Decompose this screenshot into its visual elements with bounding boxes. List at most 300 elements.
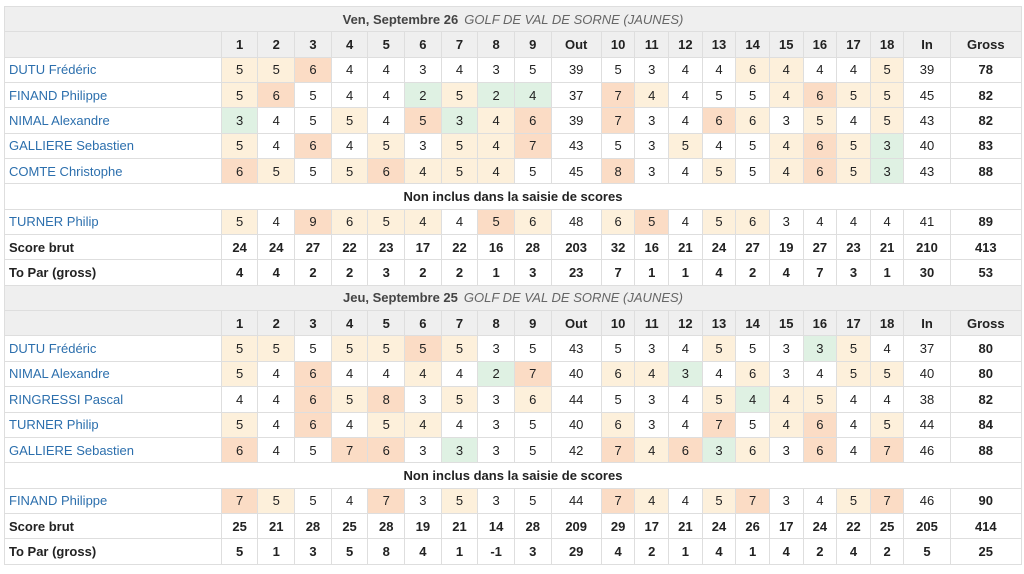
total-cell: 1 <box>441 539 478 564</box>
total-cell: 25 <box>950 539 1021 564</box>
player-row <box>5 488 1022 513</box>
total-cell: 21 <box>870 235 904 260</box>
total-cell: 3 <box>514 260 551 285</box>
total-cell: 19 <box>769 235 803 260</box>
score-cell: 88 <box>950 159 1021 184</box>
total-cell: 1 <box>669 260 703 285</box>
score-cell: 40 <box>904 133 950 158</box>
score-cell: 48 <box>551 209 601 234</box>
score-cell: 6 <box>803 437 837 462</box>
score-cell: 3 <box>405 437 442 462</box>
score-cell: 6 <box>736 209 770 234</box>
total-cell: 30 <box>904 260 950 285</box>
score-cell: 4 <box>368 361 405 386</box>
player-name-link[interactable]: NIMAL Alexandre <box>9 113 110 129</box>
total-cell: 24 <box>702 513 736 538</box>
total-cell: 21 <box>258 513 295 538</box>
score-cell: 5 <box>837 336 871 361</box>
total-cell: 17 <box>769 513 803 538</box>
total-cell: 24 <box>221 235 258 260</box>
total-cell: 4 <box>702 260 736 285</box>
score-cell: 6 <box>368 159 405 184</box>
score-cell: 4 <box>331 488 368 513</box>
hole-header: 18 <box>870 311 904 336</box>
total-cell: 29 <box>551 539 601 564</box>
excluded-note-row <box>5 463 1022 488</box>
total-cell: 3 <box>295 539 332 564</box>
score-cell: 5 <box>258 159 295 184</box>
score-cell: 3 <box>405 387 442 412</box>
score-cell: 5 <box>837 133 871 158</box>
player-name-link[interactable]: FINAND Philippe <box>9 87 108 103</box>
score-cell: 4 <box>514 83 551 108</box>
score-cell: 4 <box>478 108 515 133</box>
course-name: GOLF DE VAL DE SORNE (JAUNES) <box>463 290 684 306</box>
score-cell: 6 <box>221 159 258 184</box>
score-cell: 5 <box>441 387 478 412</box>
score-cell: 4 <box>441 209 478 234</box>
score-cell: 4 <box>221 387 258 412</box>
total-cell: 1 <box>736 539 770 564</box>
score-cell: 4 <box>331 361 368 386</box>
total-cell: 14 <box>478 513 515 538</box>
score-cell: 5 <box>870 83 904 108</box>
score-cell: 5 <box>514 412 551 437</box>
total-cell: 1 <box>870 260 904 285</box>
score-cell: 5 <box>514 159 551 184</box>
total-cell: 16 <box>635 235 669 260</box>
hole-header: 13 <box>702 32 736 57</box>
player-name-link[interactable]: TURNER Philip <box>9 214 99 230</box>
hole-header: Gross <box>950 32 1021 57</box>
score-cell: 5 <box>702 209 736 234</box>
score-cell: 43 <box>904 108 950 133</box>
score-cell: 4 <box>405 209 442 234</box>
score-cell: 5 <box>736 83 770 108</box>
score-cell: 82 <box>950 108 1021 133</box>
player-name-cell <box>5 387 222 412</box>
score-cell: 3 <box>635 57 669 82</box>
player-row <box>5 83 1022 108</box>
score-cell: 5 <box>736 412 770 437</box>
score-cell: 44 <box>904 412 950 437</box>
hole-header: In <box>904 32 950 57</box>
total-cell: 24 <box>258 235 295 260</box>
to-par-row <box>5 260 1022 285</box>
score-cell: 4 <box>258 209 295 234</box>
player-name-link[interactable]: TURNER Philip <box>9 417 99 433</box>
score-cell: 5 <box>258 488 295 513</box>
score-cell: 40 <box>551 412 601 437</box>
score-cell: 39 <box>904 57 950 82</box>
score-cell: 3 <box>635 412 669 437</box>
score-cell: 3 <box>405 133 442 158</box>
score-cell: 2 <box>478 361 515 386</box>
hole-header: 1 <box>221 311 258 336</box>
player-row <box>5 361 1022 386</box>
score-cell: 46 <box>904 437 950 462</box>
score-cell: 4 <box>669 412 703 437</box>
score-cell: 3 <box>478 437 515 462</box>
total-cell: 28 <box>514 235 551 260</box>
score-cell: 5 <box>331 159 368 184</box>
hole-header: In <box>904 311 950 336</box>
score-cell: 5 <box>870 57 904 82</box>
score-cell: 5 <box>295 488 332 513</box>
player-name-link[interactable]: DUTU Frédéric <box>9 341 97 357</box>
total-cell: 3 <box>837 260 871 285</box>
total-cell: 27 <box>803 235 837 260</box>
score-cell: 5 <box>441 488 478 513</box>
score-cell: 7 <box>601 437 635 462</box>
hole-header: 7 <box>441 32 478 57</box>
score-cell: 6 <box>295 133 332 158</box>
hole-number-row <box>5 32 1022 57</box>
hole-header: 10 <box>601 311 635 336</box>
player-name-cell <box>5 412 222 437</box>
score-cell: 4 <box>478 133 515 158</box>
score-cell: 4 <box>702 361 736 386</box>
hole-header: 8 <box>478 311 515 336</box>
round-date: Ven, Septembre 26 <box>342 11 459 27</box>
total-cell: 21 <box>669 235 703 260</box>
score-cell: 4 <box>441 412 478 437</box>
hole-header: 8 <box>478 32 515 57</box>
total-cell: 25 <box>221 513 258 538</box>
total-cell: 27 <box>736 235 770 260</box>
player-name-link[interactable]: GALLIERE Sebastien <box>9 138 135 154</box>
score-cell: 5 <box>702 387 736 412</box>
score-cell: 5 <box>441 83 478 108</box>
score-cell: 7 <box>870 437 904 462</box>
total-cell: 28 <box>514 513 551 538</box>
score-cell: 5 <box>221 209 258 234</box>
total-cell: 205 <box>904 513 950 538</box>
score-cell: 44 <box>551 488 601 513</box>
score-cell: 4 <box>669 57 703 82</box>
score-cell: 6 <box>514 209 551 234</box>
total-cell: 53 <box>950 260 1021 285</box>
score-cell: 6 <box>803 412 837 437</box>
score-cell: 5 <box>601 133 635 158</box>
score-cell: 4 <box>331 83 368 108</box>
score-cell: 45 <box>904 83 950 108</box>
score-cell: 5 <box>736 133 770 158</box>
score-cell: 5 <box>368 412 405 437</box>
blank-cell <box>5 32 222 57</box>
total-cell: 17 <box>405 235 442 260</box>
score-cell: 4 <box>635 361 669 386</box>
total-cell: 2 <box>405 260 442 285</box>
score-cell: 4 <box>331 133 368 158</box>
blank-cell <box>5 311 222 336</box>
player-row <box>5 387 1022 412</box>
score-cell: 4 <box>803 488 837 513</box>
score-cell: 4 <box>769 57 803 82</box>
player-name-link[interactable]: COMTE Christophe <box>9 163 123 179</box>
score-cell: 42 <box>551 437 601 462</box>
score-cell: 4 <box>669 387 703 412</box>
hole-header: 15 <box>769 311 803 336</box>
score-cell: 6 <box>736 108 770 133</box>
total-cell: 4 <box>702 539 736 564</box>
score-cell: 4 <box>405 412 442 437</box>
score-cell: 4 <box>870 209 904 234</box>
total-cell: 7 <box>803 260 837 285</box>
score-cell: 3 <box>870 133 904 158</box>
score-cell: 45 <box>551 159 601 184</box>
hole-header: 17 <box>837 311 871 336</box>
score-cell: 2 <box>405 83 442 108</box>
score-cell: 43 <box>551 336 601 361</box>
score-cell: 3 <box>870 159 904 184</box>
total-cell: 210 <box>904 235 950 260</box>
score-cell: 6 <box>331 209 368 234</box>
total-cell: 7 <box>601 260 635 285</box>
score-cell: 82 <box>950 387 1021 412</box>
total-cell: 414 <box>950 513 1021 538</box>
player-name-cell <box>5 209 222 234</box>
score-cell: 4 <box>405 159 442 184</box>
course-name: GOLF DE VAL DE SORNE (JAUNES) <box>464 11 684 27</box>
score-cell: 6 <box>514 387 551 412</box>
score-cell: 5 <box>635 209 669 234</box>
round-title <box>5 7 1022 32</box>
hole-header: 2 <box>258 311 295 336</box>
score-cell: 5 <box>221 336 258 361</box>
hole-header: 5 <box>368 311 405 336</box>
score-cell: 3 <box>441 108 478 133</box>
player-name-link[interactable]: NIMAL Alexandre <box>9 366 110 382</box>
score-cell: 8 <box>601 159 635 184</box>
score-cell: 6 <box>221 437 258 462</box>
player-name-cell <box>5 159 222 184</box>
hole-header: 15 <box>769 32 803 57</box>
player-name-link[interactable]: GALLIERE Sebastien <box>9 442 135 458</box>
score-cell: 4 <box>803 361 837 386</box>
score-cell: 3 <box>478 488 515 513</box>
total-cell: 2 <box>736 260 770 285</box>
score-cell: 5 <box>870 108 904 133</box>
total-cell: 23 <box>837 235 871 260</box>
hole-header: 16 <box>803 311 837 336</box>
score-cell: 6 <box>295 361 332 386</box>
score-cell: 7 <box>702 412 736 437</box>
score-cell: 6 <box>601 412 635 437</box>
score-cell: 3 <box>769 488 803 513</box>
excluded-note: Non inclus dans la saisie de scores <box>5 184 1022 209</box>
score-cell: 5 <box>221 57 258 82</box>
total-cell: 19 <box>405 513 442 538</box>
round-header <box>5 285 1022 310</box>
score-cell: 3 <box>635 387 669 412</box>
score-cell: 90 <box>950 488 1021 513</box>
total-cell: 209 <box>551 513 601 538</box>
score-cell: 37 <box>904 336 950 361</box>
hole-header: 7 <box>441 311 478 336</box>
score-cell: 5 <box>837 159 871 184</box>
score-cell: 7 <box>736 488 770 513</box>
score-brut-row <box>5 235 1022 260</box>
hole-header: Out <box>551 311 601 336</box>
score-cell: 4 <box>769 387 803 412</box>
score-cell: 5 <box>258 336 295 361</box>
score-cell: 4 <box>258 387 295 412</box>
score-cell: 3 <box>635 336 669 361</box>
hole-header: 18 <box>870 32 904 57</box>
total-cell: 27 <box>295 235 332 260</box>
score-cell: 6 <box>295 412 332 437</box>
score-cell: 5 <box>702 336 736 361</box>
total-cell: -1 <box>478 539 515 564</box>
score-cell: 4 <box>669 83 703 108</box>
score-cell: 4 <box>837 437 871 462</box>
player-name-link[interactable]: RINGRESSI Pascal <box>9 391 124 407</box>
score-cell: 5 <box>870 361 904 386</box>
score-cell: 4 <box>803 57 837 82</box>
score-cell: 4 <box>702 133 736 158</box>
score-cell: 5 <box>331 387 368 412</box>
hole-header: 9 <box>514 32 551 57</box>
score-cell: 4 <box>441 57 478 82</box>
hole-header: 6 <box>405 311 442 336</box>
score-cell: 4 <box>837 209 871 234</box>
score-cell: 4 <box>837 57 871 82</box>
player-name-cell <box>5 437 222 462</box>
score-cell: 6 <box>736 437 770 462</box>
player-name-link[interactable]: DUTU Frédéric <box>9 62 97 78</box>
score-cell: 4 <box>870 336 904 361</box>
score-cell: 4 <box>331 412 368 437</box>
total-cell: 21 <box>441 513 478 538</box>
score-cell: 7 <box>870 488 904 513</box>
hole-header: 3 <box>295 32 332 57</box>
score-cell: 6 <box>368 437 405 462</box>
total-cell: 28 <box>368 513 405 538</box>
score-cell: 4 <box>769 83 803 108</box>
score-cell: 37 <box>551 83 601 108</box>
score-cell: 4 <box>258 412 295 437</box>
total-cell: 22 <box>331 235 368 260</box>
score-cell: 7 <box>601 108 635 133</box>
total-cell: 1 <box>669 539 703 564</box>
score-cell: 4 <box>635 83 669 108</box>
total-cell: 22 <box>837 513 871 538</box>
score-cell: 6 <box>601 361 635 386</box>
hole-number-row <box>5 311 1022 336</box>
score-cell: 5 <box>601 57 635 82</box>
score-cell: 5 <box>478 209 515 234</box>
score-cell: 6 <box>601 209 635 234</box>
score-cell: 40 <box>904 361 950 386</box>
hole-header: 12 <box>669 32 703 57</box>
total-cell: 203 <box>551 235 601 260</box>
score-cell: 78 <box>950 57 1021 82</box>
score-cell: 3 <box>769 437 803 462</box>
score-cell: 4 <box>736 387 770 412</box>
total-cell: 3 <box>514 539 551 564</box>
total-cell: 1 <box>258 539 295 564</box>
hole-header: 16 <box>803 32 837 57</box>
player-row <box>5 209 1022 234</box>
hole-header: Out <box>551 32 601 57</box>
total-cell: 1 <box>478 260 515 285</box>
total-cell: 4 <box>769 260 803 285</box>
score-cell: 4 <box>368 83 405 108</box>
score-cell: 4 <box>635 437 669 462</box>
score-cell: 4 <box>769 133 803 158</box>
score-cell: 39 <box>551 57 601 82</box>
total-cell: 5 <box>331 539 368 564</box>
total-cell: 2 <box>441 260 478 285</box>
total-cell: 22 <box>441 235 478 260</box>
total-cell: 23 <box>551 260 601 285</box>
score-cell: 5 <box>601 387 635 412</box>
player-name-link[interactable]: FINAND Philippe <box>9 493 108 509</box>
player-row <box>5 336 1022 361</box>
score-cell: 4 <box>368 57 405 82</box>
player-row <box>5 412 1022 437</box>
excluded-note-row <box>5 184 1022 209</box>
total-cell: 8 <box>368 539 405 564</box>
score-cell: 5 <box>514 57 551 82</box>
total-cell: 4 <box>837 539 871 564</box>
hole-header: 4 <box>331 311 368 336</box>
player-row <box>5 437 1022 462</box>
score-cell: 4 <box>702 57 736 82</box>
hole-header: 10 <box>601 32 635 57</box>
hole-header: 11 <box>635 311 669 336</box>
excluded-note: Non inclus dans la saisie de scores <box>5 463 1022 488</box>
score-cell: 3 <box>769 209 803 234</box>
total-cell: 5 <box>221 539 258 564</box>
score-cell: 5 <box>295 83 332 108</box>
score-cell: 5 <box>870 412 904 437</box>
score-cell: 4 <box>478 159 515 184</box>
total-cell: 24 <box>702 235 736 260</box>
score-cell: 4 <box>669 159 703 184</box>
score-cell: 3 <box>635 159 669 184</box>
total-cell: 4 <box>601 539 635 564</box>
score-cell: 80 <box>950 361 1021 386</box>
score-cell: 5 <box>221 133 258 158</box>
score-cell: 7 <box>368 488 405 513</box>
score-cell: 82 <box>950 83 1021 108</box>
hole-header: 14 <box>736 32 770 57</box>
total-cell: 23 <box>368 235 405 260</box>
score-cell: 9 <box>295 209 332 234</box>
hole-header: 3 <box>295 311 332 336</box>
player-name-cell <box>5 361 222 386</box>
score-cell: 43 <box>551 133 601 158</box>
round-header <box>5 7 1022 32</box>
score-cell: 5 <box>221 83 258 108</box>
score-cell: 4 <box>258 133 295 158</box>
total-cell: 2 <box>870 539 904 564</box>
score-cell: 3 <box>635 133 669 158</box>
score-cell: 5 <box>441 336 478 361</box>
score-cell: 3 <box>769 361 803 386</box>
player-name-cell <box>5 83 222 108</box>
total-cell: 4 <box>221 260 258 285</box>
score-cell: 89 <box>950 209 1021 234</box>
score-cell: 3 <box>803 336 837 361</box>
total-cell: 1 <box>635 260 669 285</box>
total-cell: 29 <box>601 513 635 538</box>
score-cell: 43 <box>904 159 950 184</box>
total-cell: 25 <box>870 513 904 538</box>
hole-header: 4 <box>331 32 368 57</box>
